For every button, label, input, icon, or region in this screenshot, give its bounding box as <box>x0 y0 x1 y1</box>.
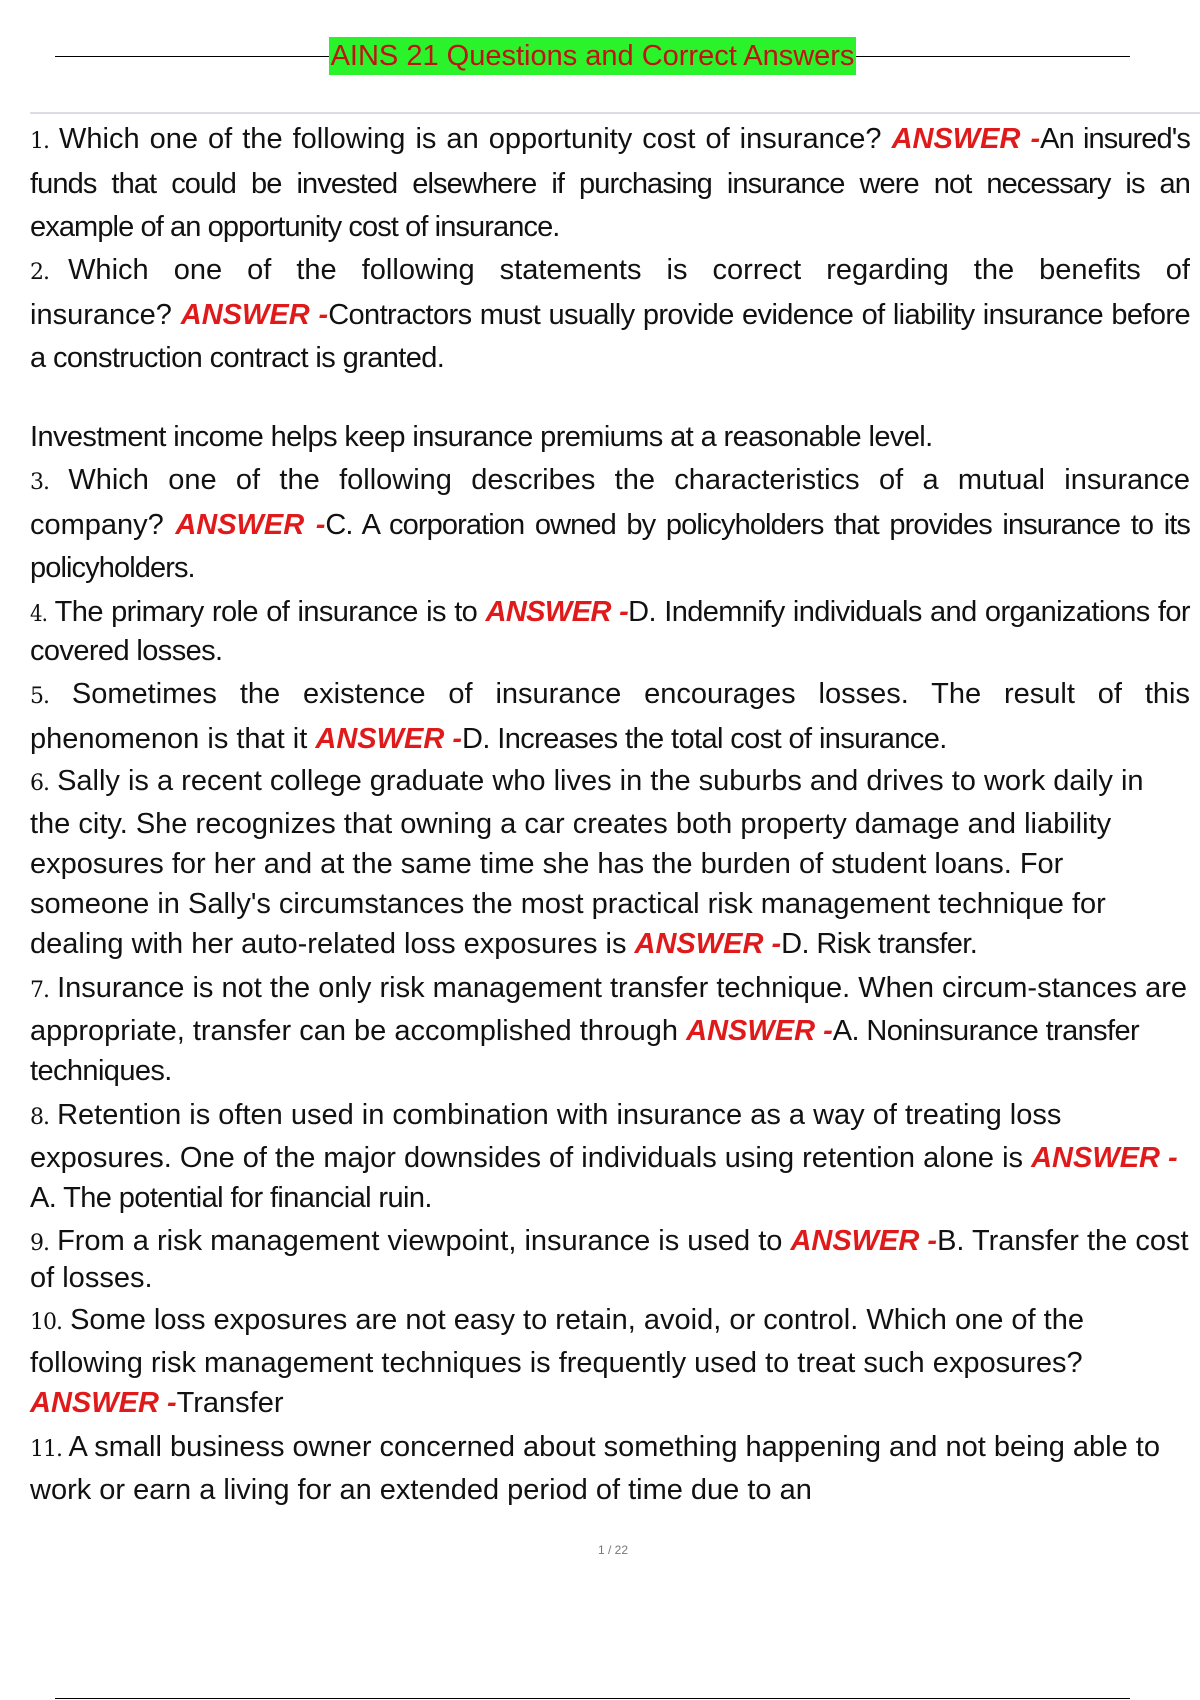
question-number: 8. <box>30 1105 49 1130</box>
question-9 <box>30 1224 1190 1296</box>
question-number: 1. <box>30 129 49 154</box>
question-3 <box>30 459 1190 590</box>
question-number: 3. <box>30 470 49 495</box>
spacer <box>30 380 1190 416</box>
answer-text: A. The potential for financial ruin. <box>30 1182 432 1214</box>
answer-text: Contractors must usually provide evidence of liability insurance before a construction contract is granted. <box>30 299 1190 374</box>
question-2 <box>30 249 1190 380</box>
answer-label: ANSWER - <box>686 1015 833 1047</box>
question-text: Which one of the following statements is correct regarding the benefits of insurance? <box>30 254 1190 331</box>
answer-label: ANSWER - <box>315 723 462 755</box>
question-text: From a risk management viewpoint, insurance is used to <box>57 1225 783 1257</box>
answer-text: Transfer <box>176 1387 284 1419</box>
questions-list <box>30 118 1190 1510</box>
document-title: AINS 21 Questions and Correct Answers <box>329 37 857 75</box>
question-number: 5. <box>30 684 49 709</box>
question-text: Some loss exposures are not easy to retain, avoid, or control. Which one of the following risk management techniques is frequently used to treat such exposures? <box>30 1304 1084 1379</box>
header-rule-right <box>856 56 1130 57</box>
answer-label: ANSWER - <box>30 1387 177 1419</box>
answer-text: C. A corporation owned by policyholders that provides insurance to its policyholders. <box>30 509 1190 584</box>
footer-rule <box>55 1698 1130 1699</box>
answer-label: ANSWER - <box>891 123 1041 155</box>
question-10 <box>30 1300 1190 1423</box>
question-number: 9. <box>30 1231 49 1256</box>
question-text: The primary role of insurance is to <box>54 596 478 628</box>
question-6 <box>30 761 1190 964</box>
question-1 <box>30 118 1190 249</box>
question-5 <box>30 673 1190 761</box>
answer-text: D. Indemnify individuals and organizations for covered losses. <box>30 596 1190 667</box>
question-8 <box>30 1095 1190 1218</box>
document-header <box>55 36 1130 76</box>
answer-label: ANSWER - <box>634 928 782 960</box>
answer-text: D. Increases the total cost of insurance. <box>461 723 947 755</box>
header-separator <box>30 112 1200 114</box>
question-2-additional-answer: Investment income helps keep insurance premiums at a reasonable level. <box>30 421 933 453</box>
question-number: 7. <box>30 978 49 1003</box>
question-text: Sally is a recent college graduate who lives in the suburbs and drives to work daily in the city. She recognizes that owning a car creates both property damage and liability exposures for her and at the same time she has the burden of student loans. For someone in Sally's circumstances the most practical risk management technique for dealing with her auto-related loss exposures is <box>30 765 1144 960</box>
answer-label: ANSWER - <box>485 596 629 628</box>
question-text: Retention is often used in combination with insurance as a way of treating loss exposures. One of the major downsides of individuals using retention alone is <box>30 1099 1062 1174</box>
answer-text: A. Noninsurance transfer techniques. <box>30 1015 1140 1087</box>
question-number: 4. <box>30 602 47 627</box>
answer-label: ANSWER - <box>790 1225 938 1257</box>
answer-text: D. Risk transfer. <box>781 928 978 960</box>
page-number: 1 / 22 <box>598 1543 629 1557</box>
question-text: Which one of the following is an opportunity cost of insurance? <box>59 123 882 155</box>
question-11 <box>30 1427 1190 1510</box>
question-number: 2. <box>30 260 49 285</box>
answer-text: An insured's funds that could be invested elsewhere if purchasing insurance were not necessary is an example of an opportunity cost of insurance. <box>30 123 1190 243</box>
question-text: Sometimes the existence of insurance encourages losses. The result of this phenomenon is that it <box>30 678 1191 755</box>
answer-label: ANSWER - <box>175 509 326 541</box>
question-number: 6. <box>30 771 49 796</box>
question-number: 11. <box>30 1437 62 1462</box>
answer-label: ANSWER - <box>1031 1142 1178 1174</box>
question-text: A small business owner concerned about something happening and not being able to work or earn a living for an extended period of time due to an <box>30 1431 1160 1506</box>
question-number: 10. <box>30 1310 62 1335</box>
question-4 <box>30 594 1190 669</box>
answer-label: ANSWER - <box>180 299 329 331</box>
question-text: Insurance is not the only risk management transfer technique. When circum-stances are appropriate, transfer can be accomplished through <box>30 972 1187 1047</box>
answer-text: B. Transfer the cost of losses. <box>30 1225 1189 1294</box>
header-rule-left <box>55 56 329 57</box>
question-text: Which one of the following describes the characteristics of a mutual insurance company? <box>30 464 1191 541</box>
question-7 <box>30 968 1190 1091</box>
